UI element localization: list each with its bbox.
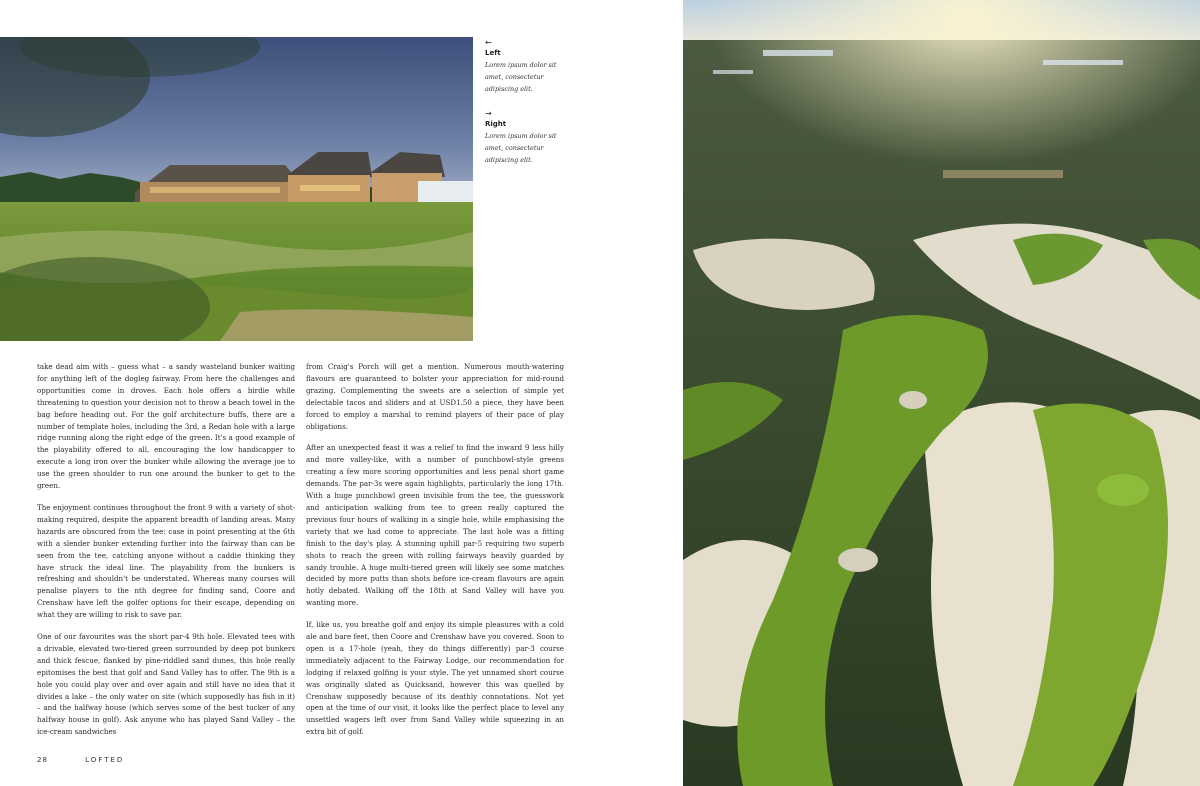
caption-left	[485, 38, 565, 95]
caption-text: Lorem ipsum dolor sit amet, consectetur adipiscing elit.	[485, 61, 557, 93]
paragraph: One of our favourites was the short par-4 9th hole. Elevated tees with a drivable, elevated two-tiered green surrounded by deep pot bunkers and thick fescue, flanked by pine-riddled sand dunes, this hole really epitomises the best that golf and Sand Valley has to offer. The 9th is a hole you could play over and over again and still have no idea that it divides a lake – the only water on site (which supposedly has fish in it) – and the halfway house (which serves some of the best tucker of any halfway house in golf). Ask anyone who has played Sand Valley – the ice-cream sandwiches	[37, 632, 295, 737]
caption-title: Left	[485, 49, 501, 57]
aerial-course-photo	[683, 0, 1200, 786]
caption-text: Lorem ipsum dolor sit amet, consectetur adipiscing elit.	[485, 132, 557, 164]
paragraph: The enjoyment continues throughout the front 9 with a variety of shot-making required, despite the apparent breadth of landing areas. Many hazards are obscured from the tee: case in point presenting at the 6th with a slender bunker extending further into the fairway than can be seen from the tee, catching anyone without a caddie thinking they have struck the ideal line. The playability from the bunkers is refreshing and shouldn't be understated. Whereas many courses will penalise players to the nth degree for finding sand, Coore and Crenshaw have left the golfer options for their escape, depending on what they are willing to risk to save par.	[37, 502, 295, 620]
paragraph: take dead aim with – guess what – a sandy wasteland bunker waiting for anything left of the dogleg fairway. From here the challenges and opportunities come in droves. Each hole offers a birdie while threatening to question your decision not to throw a beach towel in the bag before heading out. For the golf architecture buffs, there are a number of template holes, including the 3rd, a Redan hole with a large ridge running along the right edge of the green. It's a good example of the playability offered to all, encouraging the low handicapper to execute a long iron over the bunker while allowing the average joe to use the green shoulder to run one around the bunker to get to the green.	[37, 362, 295, 491]
clubhouse-photo	[0, 37, 473, 341]
text-column-2	[306, 361, 564, 748]
caption-title: Right	[485, 120, 507, 128]
paragraph: from Craig's Porch will get a mention. Numerous mouth-watering flavours are guaranteed to bolster your appreciation for mid-round grazing. Complementing the sweets are a selection of simple yet delectable tacos and sliders and at USD1.50 a piece, they have been forced to employ a marshal to remind players of their pace of play obligations.	[306, 362, 564, 431]
page-footer	[37, 756, 124, 764]
text-column-1	[37, 361, 295, 748]
arrow-left-icon: ←	[485, 38, 492, 47]
paragraph: If, like us, you breathe golf and enjoy its simple pleasures with a cold ale and bare feet, then Coore and Crenshaw have you covered. Soon to open is a 17-hole (yeah, they do things differently) par-3 course immediately adjacent to the Fairway Lodge, our recommendation for lodging if relaxed golfing is your style. The yet unnamed short course was originally slated as Quicksand, however this was quelled by Crenshaw supposedly because of its deathly connotations. Not yet open at the time of our visit, it looks like the perfect place to level any unsettled wagers left over from Sand Valley while squeezing in an extra bit of golf.	[306, 620, 564, 737]
photo-captions	[485, 38, 565, 180]
page-number: 28	[37, 756, 48, 764]
paragraph: After an unexpected feast it was a relief to find the inward 9 less hilly and more valley-like, with a number of punchbowl-style greens creating a few more scoring opportunities and less penal short game demands. The par-3s were again highlights, particularly the long 17th. With a huge punchbowl green invisible from the tee, the guesswork and anticipation walking from tee to green really captured the previous four hours of walking in a single hole, while emphasising the variety that we had come to appreciate. The last hole was a fitting finish to the day's play. A stunning uphill par-5 requiring two superb shots to reach the green with rolling fairways heavily guarded by sandy trouble. A huge multi-tiered green will likely see some matches decided by more putts than shots before ice-cream flavours are again hotly debated. Walking off the 18th at Sand Valley will have you wanting more.	[306, 443, 564, 608]
magazine-name: LOFTED	[85, 756, 125, 764]
caption-right	[485, 109, 565, 166]
arrow-right-icon: →	[485, 109, 492, 118]
